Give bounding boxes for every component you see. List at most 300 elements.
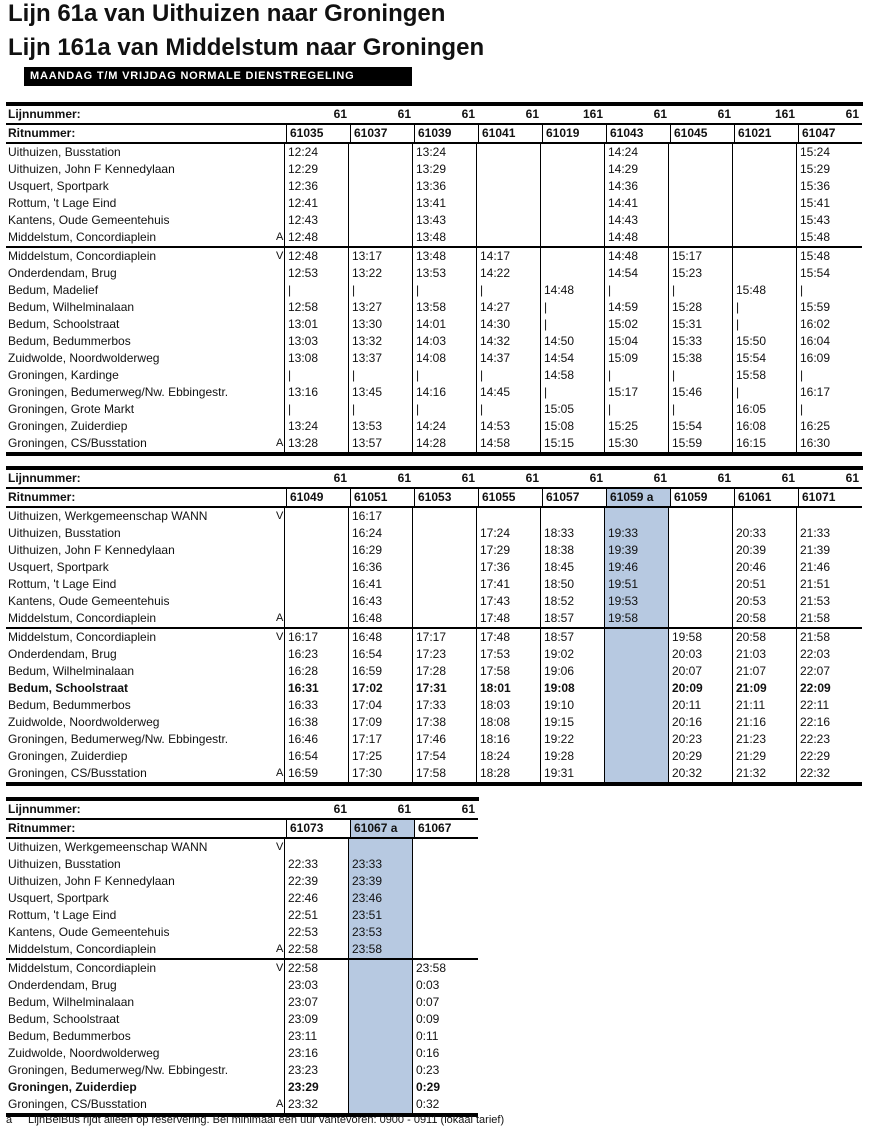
departure-time: 12:43 — [284, 212, 348, 229]
arrival-departure-marker — [276, 646, 284, 663]
line-number-cell: 61 — [397, 107, 411, 121]
timetable-row — [6, 610, 862, 627]
stop-name: Groningen, Zuiderdiep — [8, 419, 128, 433]
departure-time: | — [284, 401, 348, 418]
timetable-row — [6, 907, 478, 924]
arrival-departure-marker — [276, 401, 284, 418]
departure-time: 20:46 — [732, 559, 796, 576]
departure-time: 19:51 — [604, 576, 668, 593]
departure-time — [540, 161, 604, 178]
departure-time — [348, 212, 412, 229]
stop-name: Onderdendam, Brug — [8, 266, 117, 280]
departure-time: 13:24 — [412, 144, 476, 161]
departure-time: 20:23 — [668, 731, 732, 748]
departure-time: | — [284, 282, 348, 299]
departure-time: 16:46 — [284, 731, 348, 748]
departure-time — [284, 839, 348, 856]
timetable-row — [6, 1011, 478, 1028]
stop-name: Rottum, 't Lage Eind — [8, 908, 117, 922]
arrival-departure-marker — [276, 1028, 284, 1045]
arrival-departure-marker — [276, 1079, 284, 1096]
timetable-row — [6, 542, 862, 559]
line-number-row — [6, 801, 478, 818]
trip-number-cell: 61067 — [414, 820, 478, 837]
stop-name: Kantens, Oude Gemeentehuis — [8, 213, 170, 227]
departure-time — [412, 924, 476, 941]
stop-name: Uithuizen, John F Kennedylaan — [8, 543, 175, 557]
timetable-row — [6, 248, 862, 265]
departure-time: 23:29 — [284, 1079, 348, 1096]
stop-name: Zuidwolde, Noordwolderweg — [8, 351, 160, 365]
line-number-row — [6, 106, 862, 123]
arrival-departure-marker: A — [276, 231, 284, 243]
departure-time: 15:54 — [668, 418, 732, 435]
stop-name: Groningen, CS/Busstation — [8, 766, 147, 780]
stop-name: Middelstum, Concordiaplein — [8, 961, 157, 975]
departure-time: 17:46 — [412, 731, 476, 748]
departure-time: 15:31 — [668, 316, 732, 333]
departure-time: 21:11 — [732, 697, 796, 714]
departure-time — [412, 856, 476, 873]
departure-time: 16:17 — [796, 384, 860, 401]
departure-time: | — [476, 282, 540, 299]
departure-time: 13:03 — [284, 333, 348, 350]
departure-time: 12:24 — [284, 144, 348, 161]
departure-time: 17:31 — [412, 680, 476, 697]
departure-time — [412, 542, 476, 559]
departure-time — [284, 559, 348, 576]
departure-time: 16:25 — [796, 418, 860, 435]
departure-time: 15:59 — [796, 299, 860, 316]
departure-time — [604, 731, 668, 748]
departure-time: 15:41 — [796, 195, 860, 212]
departure-time: 12:48 — [284, 229, 348, 246]
departure-time: | — [412, 367, 476, 384]
departure-time: 15:54 — [732, 350, 796, 367]
departure-time: 21:58 — [796, 629, 860, 646]
arrival-departure-marker — [276, 994, 284, 1011]
departure-time: 20:39 — [732, 542, 796, 559]
arrival-departure-marker — [276, 299, 284, 316]
departure-time — [348, 994, 412, 1011]
stop-name: Bedum, Bedummerbos — [8, 698, 131, 712]
stop-name: Groningen, CS/Busstation — [8, 436, 147, 450]
trip-number-cell: 61059 — [670, 489, 734, 506]
departure-time: 23:03 — [284, 977, 348, 994]
departure-time: 22:51 — [284, 907, 348, 924]
departure-time — [668, 525, 732, 542]
timetable-row — [6, 144, 862, 161]
trip-number-cell: 61043 — [606, 125, 670, 142]
arrival-departure-marker: A — [276, 767, 284, 779]
departure-time: 14:32 — [476, 333, 540, 350]
departure-time: 19:53 — [604, 593, 668, 610]
departure-time: 20:33 — [732, 525, 796, 542]
departure-time: 17:29 — [476, 542, 540, 559]
stop-name: Bedum, Wilhelminalaan — [8, 664, 135, 678]
departure-time: 15:48 — [796, 229, 860, 246]
departure-time: 13:53 — [412, 265, 476, 282]
departure-time — [348, 161, 412, 178]
departure-time: 22:03 — [796, 646, 860, 663]
departure-time: 14:53 — [476, 418, 540, 435]
departure-time: 22:32 — [796, 765, 860, 782]
departure-time: 23:09 — [284, 1011, 348, 1028]
departure-time: 17:54 — [412, 748, 476, 765]
departure-time: 16:15 — [732, 435, 796, 452]
arrival-departure-marker — [276, 265, 284, 282]
departure-time: 15:23 — [668, 265, 732, 282]
departure-time: 0:29 — [412, 1079, 476, 1096]
departure-time — [348, 977, 412, 994]
departure-time: 16:59 — [284, 765, 348, 782]
departure-time — [796, 508, 860, 525]
departure-time: 18:57 — [540, 629, 604, 646]
departure-time: 14:48 — [604, 248, 668, 265]
departure-time: 21:29 — [732, 748, 796, 765]
arrival-departure-marker: A — [276, 1098, 284, 1110]
departure-time: 16:23 — [284, 646, 348, 663]
line-number-cell: 61 — [333, 471, 347, 485]
departure-time: 19:02 — [540, 646, 604, 663]
departure-time: 17:48 — [476, 629, 540, 646]
departure-time: 14:48 — [604, 229, 668, 246]
table-bottom-rule — [6, 452, 862, 456]
arrival-departure-marker — [276, 316, 284, 333]
departure-time — [348, 195, 412, 212]
line-number-cell: 61 — [333, 107, 347, 121]
departure-time: 14:50 — [540, 333, 604, 350]
departure-time: 13:08 — [284, 350, 348, 367]
departure-time: 14:41 — [604, 195, 668, 212]
departure-time: | — [604, 367, 668, 384]
timetable-row — [6, 1028, 478, 1045]
timetable-row — [6, 401, 862, 418]
departure-time: 15:33 — [668, 333, 732, 350]
departure-time — [348, 1045, 412, 1062]
departure-time: 14:30 — [476, 316, 540, 333]
departure-time: 14:37 — [476, 350, 540, 367]
departure-time — [604, 663, 668, 680]
departure-time — [668, 559, 732, 576]
departure-time: 17:58 — [476, 663, 540, 680]
departure-time: | — [796, 401, 860, 418]
departure-time: | — [732, 316, 796, 333]
departure-time: 17:23 — [412, 646, 476, 663]
departure-time: 14:08 — [412, 350, 476, 367]
departure-time — [604, 680, 668, 697]
departure-time: 14:59 — [604, 299, 668, 316]
departure-time: 22:46 — [284, 890, 348, 907]
timetable-row — [6, 629, 862, 646]
departure-time: 20:32 — [668, 765, 732, 782]
departure-time: | — [412, 282, 476, 299]
departure-time: 16:33 — [284, 697, 348, 714]
line-number-cell: 61 — [845, 107, 859, 121]
departure-time — [732, 265, 796, 282]
departure-time — [476, 161, 540, 178]
departure-time — [412, 610, 476, 627]
footnote-text: LijnBelBus rijdt alleen op reservering. Bel minimaal één uur vantevoren: 0900 - 0911 (lokaal tarief) — [28, 1114, 505, 1126]
departure-time: 18:50 — [540, 576, 604, 593]
departure-time: 21:46 — [796, 559, 860, 576]
departure-time — [668, 576, 732, 593]
arrival-departure-marker — [276, 1062, 284, 1079]
timetable-row — [6, 839, 478, 856]
stop-name: Middelstum, Concordiaplein — [8, 230, 157, 244]
departure-time: 13:58 — [412, 299, 476, 316]
stop-name: Uithuizen, John F Kennedylaan — [8, 162, 175, 176]
departure-time: 12:36 — [284, 178, 348, 195]
departure-time: 17:58 — [412, 765, 476, 782]
departure-time — [412, 593, 476, 610]
departure-time: 16:29 — [348, 542, 412, 559]
departure-time: 21:39 — [796, 542, 860, 559]
departure-time: 21:09 — [732, 680, 796, 697]
stop-name: Bedum, Schoolstraat — [8, 681, 129, 695]
departure-time: 19:15 — [540, 714, 604, 731]
departure-time: 13:16 — [284, 384, 348, 401]
stop-name: Groningen, Zuiderdiep — [8, 1080, 137, 1094]
stop-name: Zuidwolde, Noordwolderweg — [8, 715, 160, 729]
departure-time: 13:53 — [348, 418, 412, 435]
departure-time — [540, 508, 604, 525]
departure-time: 13:27 — [348, 299, 412, 316]
timetable-row — [6, 663, 862, 680]
departure-time: 21:51 — [796, 576, 860, 593]
stop-name: Kantens, Oude Gemeentehuis — [8, 925, 170, 939]
departure-time: 14:58 — [476, 435, 540, 452]
trip-number-cell: 61035 — [286, 125, 350, 142]
departure-time — [732, 508, 796, 525]
trip-number-cell: 61067 a — [350, 820, 414, 837]
departure-time — [476, 229, 540, 246]
departure-time: 18:08 — [476, 714, 540, 731]
departure-time: 18:57 — [540, 610, 604, 627]
departure-time: 16:02 — [796, 316, 860, 333]
departure-time: 21:32 — [732, 765, 796, 782]
departure-time — [604, 508, 668, 525]
arrival-departure-marker — [276, 731, 284, 748]
arrival-departure-marker — [276, 856, 284, 873]
departure-time — [668, 178, 732, 195]
departure-time: | — [540, 316, 604, 333]
trip-number-row — [6, 489, 862, 506]
departure-time: 16:17 — [348, 508, 412, 525]
departure-time: | — [732, 384, 796, 401]
departure-time: 14:17 — [476, 248, 540, 265]
stop-name: Bedum, Bedummerbos — [8, 334, 131, 348]
timetable-row — [6, 593, 862, 610]
timetable-row — [6, 714, 862, 731]
departure-time: 14:22 — [476, 265, 540, 282]
stop-name: Groningen, CS/Busstation — [8, 1097, 147, 1111]
departure-time: 17:48 — [476, 610, 540, 627]
departure-time: 21:16 — [732, 714, 796, 731]
departure-time: 20:16 — [668, 714, 732, 731]
departure-time: 22:07 — [796, 663, 860, 680]
departure-time: | — [604, 401, 668, 418]
arrival-departure-marker: V — [276, 631, 284, 643]
timetable-row — [6, 873, 478, 890]
timetable-row — [6, 350, 862, 367]
line-number-cell: 61 — [845, 471, 859, 485]
stop-name: Groningen, Bedumerweg/Nw. Ebbingestr. — [8, 1063, 229, 1077]
departure-time — [604, 697, 668, 714]
departure-time: 16:59 — [348, 663, 412, 680]
arrival-departure-marker — [276, 350, 284, 367]
arrival-departure-marker — [276, 576, 284, 593]
departure-time — [604, 646, 668, 663]
arrival-departure-marker — [276, 333, 284, 350]
departure-time: 12:29 — [284, 161, 348, 178]
departure-time — [604, 748, 668, 765]
arrival-departure-marker — [276, 697, 284, 714]
departure-time: 12:53 — [284, 265, 348, 282]
departure-time: | — [348, 401, 412, 418]
line-number-row — [6, 470, 862, 487]
trip-number-cell: 61047 — [798, 125, 862, 142]
timetable-row — [6, 508, 862, 525]
timetable-row — [6, 960, 478, 977]
departure-time: 22:39 — [284, 873, 348, 890]
departure-time: 15:36 — [796, 178, 860, 195]
departure-time: 14:29 — [604, 161, 668, 178]
timetable-row — [6, 1062, 478, 1079]
departure-time: 13:24 — [284, 418, 348, 435]
departure-time: 22:58 — [284, 960, 348, 977]
departure-time — [348, 1011, 412, 1028]
departure-time: 16:36 — [348, 559, 412, 576]
departure-time: 16:48 — [348, 629, 412, 646]
departure-time: 13:48 — [412, 248, 476, 265]
departure-time: 17:09 — [348, 714, 412, 731]
arrival-departure-marker: A — [276, 943, 284, 955]
stop-name: Onderdendam, Brug — [8, 978, 117, 992]
stop-name: Bedum, Wilhelminalaan — [8, 300, 135, 314]
departure-time: 16:05 — [732, 401, 796, 418]
departure-time — [348, 960, 412, 977]
departure-time: 15:08 — [540, 418, 604, 435]
departure-time: 22:29 — [796, 748, 860, 765]
departure-time: 18:03 — [476, 697, 540, 714]
departure-time — [476, 144, 540, 161]
departure-time: 17:30 — [348, 765, 412, 782]
departure-time: 0:07 — [412, 994, 476, 1011]
departure-time: 17:53 — [476, 646, 540, 663]
departure-time: 16:43 — [348, 593, 412, 610]
departure-time: 19:28 — [540, 748, 604, 765]
trip-number-cell: 61059 a — [606, 489, 670, 506]
departure-time — [540, 248, 604, 265]
departure-time: 14:01 — [412, 316, 476, 333]
timetable-row — [6, 994, 478, 1011]
departure-time: 23:23 — [284, 1062, 348, 1079]
departure-time — [348, 144, 412, 161]
departure-time: 13:30 — [348, 316, 412, 333]
stop-name: Uithuizen, Busstation — [8, 145, 121, 159]
departure-time: 12:48 — [284, 248, 348, 265]
departure-time: 13:28 — [284, 435, 348, 452]
departure-time: 22:09 — [796, 680, 860, 697]
departure-time — [412, 873, 476, 890]
line-number-label: Lijnnummer: — [8, 107, 81, 121]
departure-time: 23:58 — [412, 960, 476, 977]
arrival-departure-marker: V — [276, 841, 284, 853]
departure-time: 23:11 — [284, 1028, 348, 1045]
stop-name: Middelstum, Concordiaplein — [8, 249, 157, 263]
departure-time: 14:45 — [476, 384, 540, 401]
page-title-line-61a: Lijn 61a van Uithuizen naar Groningen — [8, 0, 446, 27]
timetable-row — [6, 299, 862, 316]
departure-time — [348, 1062, 412, 1079]
departure-time — [732, 144, 796, 161]
departure-time — [412, 576, 476, 593]
departure-time: 13:17 — [348, 248, 412, 265]
timetable-row — [6, 576, 862, 593]
arrival-departure-marker — [276, 714, 284, 731]
trip-number-cell: 61021 — [734, 125, 798, 142]
departure-time: 19:58 — [604, 610, 668, 627]
trip-number-cell: 61055 — [478, 489, 542, 506]
departure-time: 16:09 — [796, 350, 860, 367]
departure-time — [668, 161, 732, 178]
timetable-row — [6, 646, 862, 663]
departure-time — [412, 839, 476, 856]
arrival-departure-marker — [276, 559, 284, 576]
departure-time — [540, 178, 604, 195]
departure-time: | — [540, 384, 604, 401]
departure-time: 18:52 — [540, 593, 604, 610]
departure-time: 22:16 — [796, 714, 860, 731]
departure-time — [284, 508, 348, 525]
departure-time: 13:29 — [412, 161, 476, 178]
arrival-departure-marker — [276, 525, 284, 542]
line-number-cell: 61 — [717, 107, 731, 121]
arrival-departure-marker — [276, 890, 284, 907]
departure-time: 23:46 — [348, 890, 412, 907]
departure-time: | — [476, 367, 540, 384]
timetable-row — [6, 229, 862, 246]
timetable-row — [6, 333, 862, 350]
departure-time: 21:53 — [796, 593, 860, 610]
arrival-departure-marker — [276, 384, 284, 401]
departure-time: 17:38 — [412, 714, 476, 731]
arrival-departure-marker — [276, 282, 284, 299]
departure-time: 14:54 — [604, 265, 668, 282]
trip-number-cell: 61061 — [734, 489, 798, 506]
departure-time: 13:43 — [412, 212, 476, 229]
stop-name: Uithuizen, Werkgemeenschap WANN — [8, 509, 208, 523]
departure-time: 17:02 — [348, 680, 412, 697]
departure-time — [604, 765, 668, 782]
departure-time: | — [668, 401, 732, 418]
departure-time: 0:32 — [412, 1096, 476, 1113]
trip-number-cell: 61019 — [542, 125, 606, 142]
departure-time: | — [604, 282, 668, 299]
stop-name: Bedum, Madelief — [8, 283, 99, 297]
arrival-departure-marker — [276, 418, 284, 435]
line-number-cell: 61 — [717, 471, 731, 485]
departure-time: 15:02 — [604, 316, 668, 333]
line-number-cell: 61 — [461, 107, 475, 121]
arrival-departure-marker — [276, 663, 284, 680]
departure-time: 19:22 — [540, 731, 604, 748]
departure-time: 14:16 — [412, 384, 476, 401]
trip-number-cell: 61073 — [286, 820, 350, 837]
departure-time: 22:53 — [284, 924, 348, 941]
departure-time: 14:24 — [604, 144, 668, 161]
